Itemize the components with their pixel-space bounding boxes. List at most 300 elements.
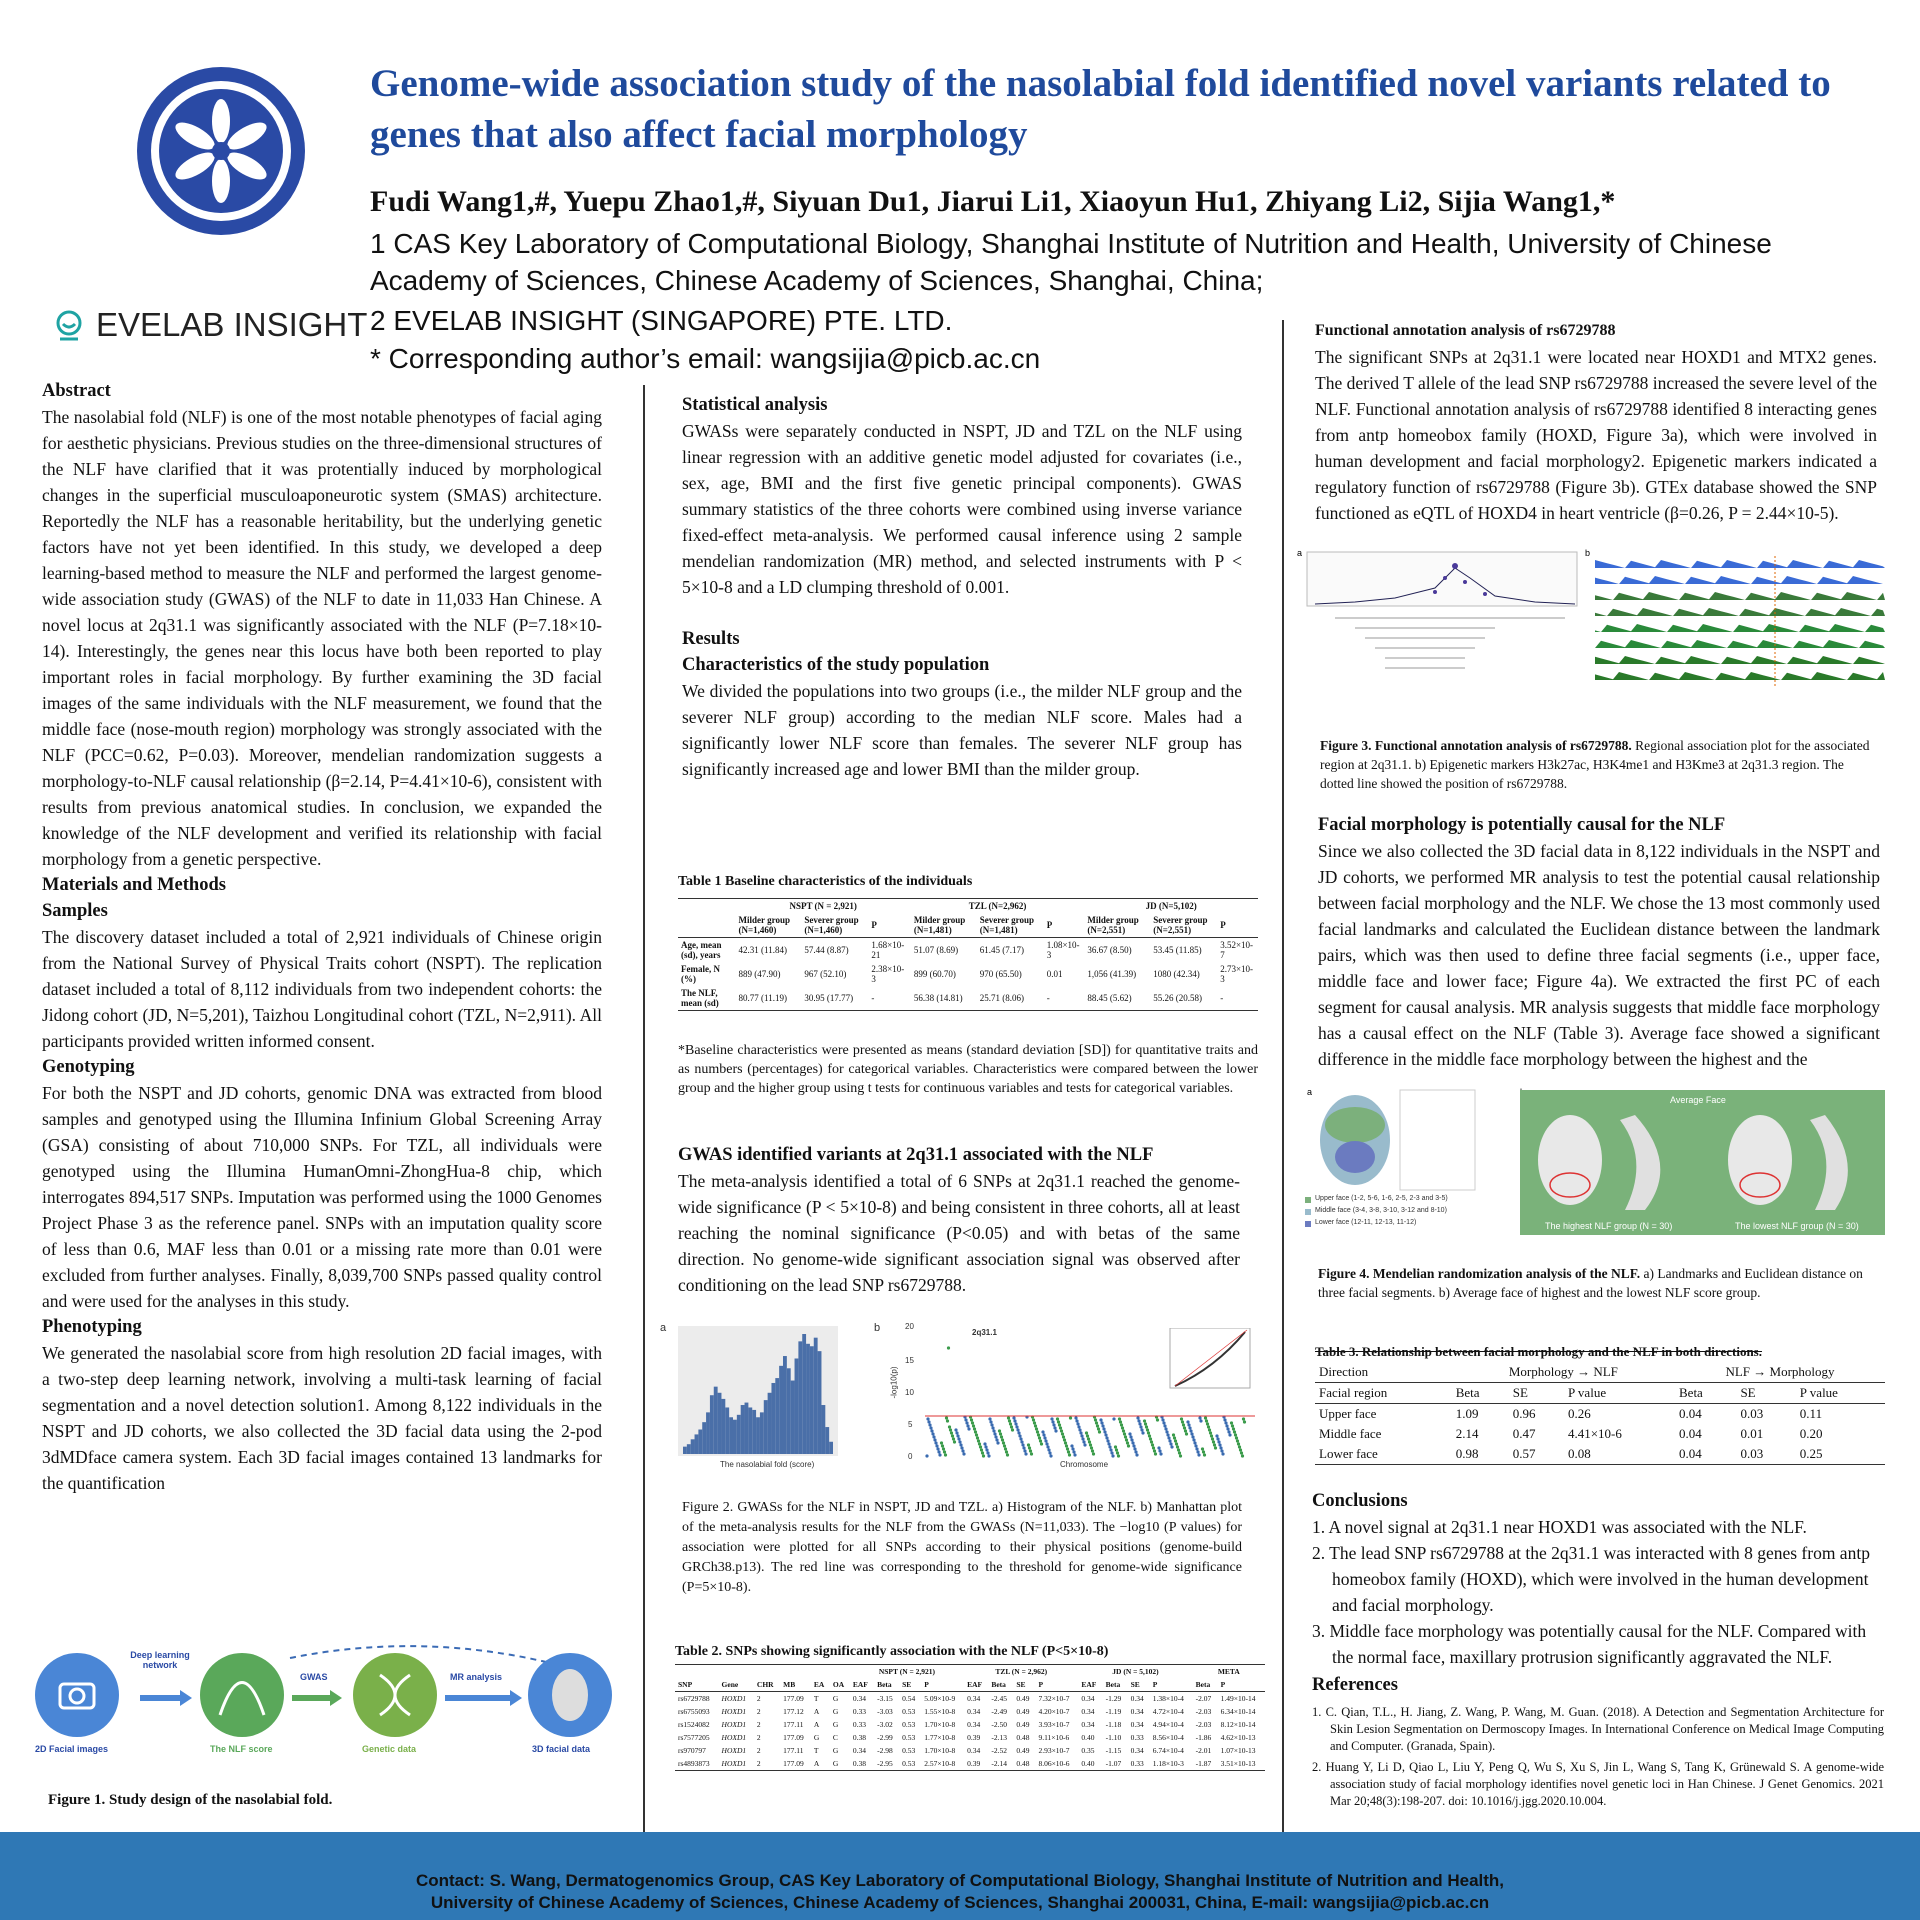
table-cell: 1.09 [1455,1406,1479,1421]
manhattan-point [1021,1443,1024,1446]
manhattan-point [954,1428,957,1431]
table-cell: 2 [756,1694,761,1703]
table-cell: -2.49 [991,1707,1007,1716]
manhattan-point [1035,1427,1038,1430]
manhattan-point [1001,1438,1004,1441]
table-cell: 2 [756,1720,761,1729]
t2-header: EA [813,1680,825,1689]
t3-header: SE [1512,1385,1528,1400]
manhattan-point [1215,1434,1218,1437]
hist-bar [775,1378,779,1454]
manhattan-point [933,1438,936,1441]
table-cell: 4.62×10-13 [1220,1733,1256,1742]
poster-title: Genome-wide association study of the nasolabial fold identified novel variants related to genes that also affect facial morphology [370,62,1831,156]
t1-subheader: Severer group (N=1,460) [804,915,859,935]
manhattan-point [1172,1433,1175,1436]
table-cell: 36.67 (8.50) [1087,945,1132,955]
table-cell: 0.34 [852,1694,866,1703]
table-cell: - [1220,993,1224,1003]
table-cell: -1.87 [1195,1759,1212,1768]
manhattan-point [982,1454,985,1457]
manhattan-point [1099,1418,1102,1421]
manhattan-point [1106,1439,1109,1442]
fig2-panel-b-label: b [874,1322,881,1334]
manhattan-point [1225,1424,1228,1427]
manhattan-point [1224,1421,1227,1424]
phenotyping-text: We generated the nasolabial score from high resolution 2D facial images, with a two-step deep learning network, involving a multi-task learning of facial segmentation and a novel detection solution1. Among 8,122 individuals in the NSPT and JD cohorts, we also collected the 3D facial data using the 2-pod 3dMDface camera system. Each 3D facial images contained 13 landmarks for the quantification [42,1343,602,1493]
t3-header: SE [1740,1385,1756,1400]
table-cell: 25.71 (8.06) [979,993,1024,1003]
manhattan-point [1047,1448,1050,1451]
fig4-high-label: The highest NLF group (N = 30) [1545,1221,1673,1231]
column-2-gwas [678,1142,1240,1298]
manhattan-point [1003,1444,1006,1447]
manhattan-point [995,1438,998,1441]
table-cell: 0.03 [1740,1446,1764,1461]
manhattan-point [936,1447,939,1450]
table-cell: -1.10 [1105,1733,1122,1742]
hist-bar [710,1395,714,1454]
t1-subheader: P [1220,920,1226,930]
fig2-ylabel-b: -log10(p) [889,1366,899,1399]
manhattan-point [1017,1431,1020,1434]
table-cell: 0.33 [1130,1733,1144,1742]
table-cell: 57.44 (8.87) [804,945,849,955]
epigenetic-track [1595,608,1885,616]
manhattan-point [1073,1453,1076,1456]
table-cell: 177.09 [783,1759,804,1768]
manhattan-point [984,1445,987,1448]
manhattan-point [1147,1431,1150,1434]
manhattan-point [1078,1428,1081,1431]
manhattan-point [1212,1440,1215,1443]
manhattan-point [1130,1438,1133,1441]
manhattan-point [1115,1448,1118,1451]
manhattan-point [1098,1430,1101,1433]
manhattan-point [950,1431,953,1434]
manhattan-point [1071,1447,1074,1450]
manhattan-point [1218,1443,1221,1446]
manhattan-point [1169,1442,1172,1445]
genotyping-text: For both the NSPT and JD cohorts, genomic DNA was extracted from blood samples and genotyped using the Illumina Infinium Global Screening Array (GSA) consisting of about 710,000 SNPs. For TZL, all individuals were genotyped using the Illumina HumanOmni-ZhongHua-8 chip, which interrogates 894,517 SNPs. Imputation was performed using the 1000 Genomes Project Phase 3 as the reference panel. SNPs with an imputation quality score of less than 0.6, MAF less than 0.01 or a missing rate more than 0.01 were excluded from further analyses. Finally, 8,039,700 SNPs passed quality control and were used for the analyses in this study. [42,1083,602,1311]
fig4-legend-lower: Lower face (12-11, 12-13, 11-12) [1315,1219,1417,1226]
manhattan-point [1056,1417,1059,1420]
footer-line-2: University of Chinese Academy of Sciences, Chinese Academy of Sciences, Shanghai 200031, China, E-mail: wangsijia@picb.ac.cn [430,1893,1490,1912]
manhattan-point [1066,1447,1069,1450]
table-cell: 42.31 (11.84) [738,945,787,955]
table-cell: 0.26 [1567,1406,1591,1421]
manhattan-point [1146,1428,1149,1431]
manhattan-point [1077,1425,1080,1428]
table-cell: -2.52 [991,1746,1007,1755]
manhattan-point [1067,1450,1070,1453]
t2-header: MB [783,1680,796,1689]
manhattan-point [1076,1422,1079,1425]
manhattan-point [1004,1447,1007,1450]
table-1-note: *Baseline characteristics were presented as means (standard deviation [SD]) for quantitative traits and as numbers (percentages) for categorical variables. Characteristics were compared between the lower group and the higher group using t tests for continuous variables and tests for categorical variables. [678,1043,1258,1096]
manhattan-point [1023,1449,1026,1452]
manhattan-point [946,1419,949,1422]
table-cell: 2 [756,1759,761,1768]
manhattan-point [1037,1433,1040,1436]
table-cell: 0.35 [1081,1746,1095,1755]
table-row [675,1692,1265,1706]
hist-bar [779,1366,783,1454]
manhattan-point [1103,1430,1106,1433]
manhattan-point [986,1451,989,1454]
t2-header: P [1152,1680,1158,1689]
table-cell: 1.55×10-8 [924,1707,956,1716]
table-cell: 0.03 [1740,1406,1764,1421]
table-cell: 5.09×10-9 [924,1694,956,1703]
manhattan-point [979,1445,982,1448]
hist-bar [745,1403,749,1454]
t1-subheader: Milder group (N=1,460) [738,915,790,935]
manhattan-point [1126,1441,1129,1444]
manhattan-point [975,1433,978,1436]
hist-bar [725,1407,729,1454]
manhattan-point [1108,1445,1111,1448]
table-cell: -1.19 [1105,1707,1122,1716]
figure-1 [30,1640,620,1760]
hist-bar [818,1351,822,1454]
hist-bar [802,1334,806,1454]
table-cell: 56.38 (14.81) [913,993,963,1003]
table-cell: The NLF, mean (sd) [681,988,719,1008]
hist-bar [714,1387,718,1454]
hist-bar [721,1399,725,1454]
table-cell: T [813,1694,819,1703]
table-cell: 1.68×10-21 [871,940,905,960]
manhattan-point [929,1426,932,1429]
table-cell: 0.54 [902,1694,916,1703]
t1-group: TZL (N=2,962) [968,901,1027,911]
table-cell: 889 (47.90) [738,969,781,979]
table-3-caption: Table 3. Relationship between facial morphology and the NLF in both directions. [1315,1344,1762,1359]
t3-direction-1: Morphology → NLF [1508,1364,1618,1379]
manhattan-point [1111,1454,1114,1457]
table-row [675,1744,1265,1757]
table-3-grid [1315,1362,1885,1465]
manhattan-point [1201,1447,1204,1450]
table-cell: 4.41×10-6 [1567,1426,1622,1441]
manhattan-point [1005,1450,1008,1453]
fig1-label-2: The NLF score [210,1744,273,1754]
svg-text:a: a [1307,1087,1313,1097]
stat-text: GWASs were separately conducted in NSPT, JD and TZL on the NLF using linear regression with an additive genetic model adjusted for covariates (i.e., sex, age, BMI and the first five genetic principal components). GWAS summary statistics of the three cohorts were combined using inverse variance fixed-effect meta-analysis. We performed causal inference using 2 sample mendelian randomization (MR) method, and selected instruments with P < 5×10-8 and a LD clumping threshold of 0.001. [682,421,1242,597]
manhattan-point [1042,1433,1045,1436]
table-cell: -2.45 [991,1694,1007,1703]
manhattan-point [1227,1430,1230,1433]
column-3-facial [1318,812,1880,1072]
manhattan-point [1136,1416,1139,1419]
manhattan-point [1242,1417,1245,1420]
table-cell: 0.34 [1081,1707,1095,1716]
table-cell: 1.49×10-14 [1220,1694,1256,1703]
manhattan-point [1153,1449,1156,1452]
samples-heading: Samples [42,901,108,921]
table-cell: -3.02 [877,1720,893,1729]
manhattan-point [962,1452,965,1455]
genotyping-heading: Genotyping [42,1057,135,1077]
table-cell: 1.07×10-13 [1220,1746,1256,1755]
table-cell: 0.33 [852,1707,866,1716]
t1-subheader: Severer group (N=2,551) [1153,915,1208,935]
manhattan-point [1065,1444,1068,1447]
manhattan-point [1030,1452,1033,1455]
manhattan-point [1052,1423,1055,1426]
manhattan-point [1119,1420,1122,1423]
t1-subheader: Severer group (N=1,481) [979,915,1034,935]
table-cell: 61.45 (7.17) [979,945,1024,955]
func-text: The significant SNPs at 2q31.1 were located near HOXD1 and MTX2 genes. The derived T allele of the lead SNP rs6729788 increased the severe level of the NLF. Functional annotation analysis of rs6729788 identified 8 interacting genes from antp homeobox family (HOXD, Figure 3a), which were involved in human development and facial morphology2. Epigenetic markers indicated a regulatory function of rs6729788 (Figure 3b). GTEx database showed the SNP functioned as eQTL of HOXD4 in heart ventricle (β=0.26, P = 2.44×10-5). [1315,347,1877,523]
table-cell: 0.53 [902,1720,916,1729]
hist-bar [825,1427,829,1454]
facial-text: Since we also collected the 3D facial data in 8,122 individuals in the NSPT and JD cohorts, we performed MR analysis to test the potential causal relationship between facial morphology and the NLF. We chose the 13 most commonly used facial landmarks and calculated the Euclidean distance between the landmark pairs, which was then used to define three facial segments (i.e., upper face, middle face and lower face; Figure 4a). We extracted the first PC of each segment for causal analysis. MR analysis suggests that middle face morphology has a causal effect on the NLF (Table 3). Average face showed a significant difference in the middle face morphology between the highest and the [1318,841,1880,1069]
table-cell: 8.56×10-4 [1152,1733,1184,1742]
fig2-peak-label: 2q31.1 [972,1328,997,1337]
hist-bar [706,1412,710,1454]
table-cell: 177.11 [783,1746,804,1755]
table-cell: - [871,993,875,1003]
t2-header: P [924,1680,929,1689]
manhattan-point [1150,1440,1153,1443]
manhattan-point [1069,1416,1072,1419]
manhattan-point [1154,1452,1157,1455]
manhattan-point [938,1453,941,1456]
methods-heading: Materials and Methods [42,875,226,895]
t1-group: JD (N=5,102) [1145,901,1197,911]
epigenetic-track [1595,592,1885,600]
manhattan-point [1054,1429,1057,1432]
manhattan-point [992,1429,995,1432]
fig2-manhattan [885,1328,1255,1468]
table-cell: 3.51×10-13 [1220,1759,1256,1768]
t2-header: Beta [991,1680,1006,1689]
manhattan-point [960,1446,963,1449]
table-cell: 0.08 [1567,1446,1591,1461]
manhattan-point [1032,1418,1035,1421]
conclusions [1312,1488,1884,1814]
manhattan-point [949,1428,952,1431]
manhattan-point [1050,1417,1053,1420]
manhattan-point [1131,1441,1134,1444]
manhattan-point [1134,1450,1137,1453]
manhattan-point [1228,1433,1231,1436]
manhattan-point [1075,1419,1078,1422]
manhattan-point [1233,1430,1236,1433]
gwas-text: The meta-analysis identified a total of 6 SNPs at 2q31.1 reached the genome-wide significance (P < 5×10-8) and being consistent in three cohorts, all at least reaching the nominal significance (P<0.05) and with betas of the same direction. No genome-wide significant association signal was observed after conditioning on the lead SNP rs6729788. [678,1171,1240,1295]
table-row [675,1718,1265,1731]
manhattan-point [1151,1443,1154,1446]
fig2-xlabel-a: The nasolabial fold (score) [720,1460,815,1469]
table-cell: 0.53 [902,1759,916,1768]
manhattan-point [1127,1444,1130,1447]
fig1-arrow-2: GWAS [300,1672,328,1682]
table-cell: 6.34×10-14 [1220,1707,1256,1716]
svg-text:b: b [1585,548,1591,558]
manhattan-point [945,1416,948,1419]
manhattan-point [1109,1448,1112,1451]
table-cell: rs6755093 [678,1707,710,1716]
table-cell: 2.57×10-8 [924,1759,956,1768]
hist-bar [768,1393,772,1454]
column-3-top [1315,318,1877,526]
fig2-xlabel-b: Chromosome [1060,1460,1109,1469]
manhattan-point [1104,1433,1107,1436]
manhattan-point [1087,1437,1090,1440]
table-cell: 55.26 (20.58) [1153,993,1202,1003]
manhattan-point [988,1417,991,1420]
manhattan-point [1180,1417,1183,1420]
t2-header: P [1038,1680,1044,1689]
manhattan-point [1129,1435,1132,1438]
table-cell: -3.03 [877,1707,893,1716]
manhattan-point [1241,1454,1244,1457]
manhattan-point [1068,1453,1071,1456]
manhattan-point [1148,1434,1151,1437]
manhattan-point [1133,1447,1136,1450]
figure-4 [1305,1085,1885,1235]
column-2-top [682,392,1242,782]
table-cell: 88.45 (5.62) [1087,993,1132,1003]
manhattan-point [1083,1443,1086,1446]
table-cell: 0.49 [1016,1707,1030,1716]
affiliation-2: 2 EVELAB INSIGHT (SINGAPORE) PTE. LTD. [370,305,953,336]
manhattan-point [974,1430,977,1433]
epigenetic-track [1595,624,1885,632]
manhattan-point [976,1436,979,1439]
manhattan-point [1205,1419,1208,1422]
t2-header: P [1220,1680,1226,1689]
t2-header: OA [832,1680,845,1689]
table-2-caption: Table 2. SNPs showing significantly association with the NLF (P<5×10-8) [675,1644,1109,1659]
table-cell: G [813,1733,820,1742]
table-cell: 1.08×10-3 [1046,940,1080,960]
manhattan-point [985,1448,988,1451]
manhattan-point [1162,1421,1165,1424]
manhattan-point [1044,1439,1047,1442]
hist-bar [737,1415,741,1454]
manhattan-point [1158,1449,1161,1452]
manhattan-point [1177,1448,1180,1451]
table-cell: -2.98 [877,1746,893,1755]
manhattan-point [1105,1436,1108,1439]
manhattan-point [1039,1439,1042,1442]
manhattan-point [1132,1444,1135,1447]
fig4-legend-middle: Middle face (3-4, 3-8, 3-10, 3-12 and 8-10) [1315,1207,1447,1214]
manhattan-point [1080,1434,1083,1437]
manhattan-point [931,1432,934,1435]
table-cell: 4.72×10-4 [1152,1707,1184,1716]
fig2-panel-a-label: a [660,1322,667,1334]
manhattan-point [1193,1441,1196,1444]
table-cell: - [1046,993,1050,1003]
table-cell: 970 (65.50) [979,969,1022,979]
table-cell: -2.95 [877,1759,893,1768]
hist-bar [698,1430,702,1454]
table-cell: HOXD1 [721,1733,747,1742]
manhattan-point [994,1435,997,1438]
divider-2 [1282,320,1284,1915]
manhattan-point [1112,1417,1115,1420]
manhattan-point [1188,1426,1191,1429]
manhattan-point [1239,1448,1242,1451]
manhattan-point [1137,1419,1140,1422]
table-cell: A [813,1707,820,1716]
table-row [678,938,1258,963]
conclusion-item: 2. The lead SNP rs6729788 at the 2q31.1 was interacted with 8 genes from antp homeobox family (HOXD), which were involved in the human development and facial morphology. [1312,1543,1870,1615]
table-cell: 2 [756,1733,761,1742]
manhattan-point [1006,1453,1009,1456]
table-cell: 9.11×10-6 [1038,1733,1070,1742]
table-cell: 0.34 [967,1746,981,1755]
manhattan-point [1010,1425,1013,1428]
table-cell: 0.40 [1081,1733,1095,1742]
manhattan-point [991,1426,994,1429]
manhattan-point [1161,1418,1164,1421]
table-cell: 0.33 [1130,1759,1144,1768]
table-cell: 0.34 [1130,1746,1144,1755]
manhattan-point [1072,1450,1075,1453]
manhattan-point [925,1454,928,1457]
manhattan-point [1192,1438,1195,1441]
t3-direction: Direction [1319,1364,1369,1379]
manhattan-point [1219,1446,1222,1449]
manhattan-point [1216,1437,1219,1440]
fig3-plots [1295,548,1885,698]
table-cell: 0.38 [852,1733,866,1742]
table-row [675,1757,1265,1771]
manhattan-point [1008,1419,1011,1422]
table-cell: 1.18×10-3 [1152,1759,1184,1768]
manhattan-point [947,1346,950,1349]
table-cell: -1.18 [1105,1720,1122,1729]
t2-group: NSPT (N = 2,921) [878,1667,936,1676]
hist-bar [733,1420,737,1454]
table-cell: 30.95 (17.77) [804,993,854,1003]
epigenetic-track [1595,656,1885,664]
manhattan-point [1091,1449,1094,1452]
manhattan-point [951,1434,954,1437]
manhattan-point [1114,1445,1117,1448]
hist-bar [771,1383,775,1454]
table-cell: 80.77 (11.19) [738,993,787,1003]
table-cell: 1.70×10-8 [924,1720,956,1729]
manhattan-point [1061,1432,1064,1435]
manhattan-point [1175,1442,1178,1445]
manhattan-point [998,1429,1001,1432]
manhattan-point [1024,1452,1027,1455]
manhattan-point [941,1444,944,1447]
table-cell: -1.15 [1105,1746,1122,1755]
table-cell: G [832,1746,839,1755]
manhattan-point [1204,1416,1207,1419]
table-cell: -1.29 [1105,1694,1122,1703]
manhattan-point [993,1432,996,1435]
table-2 [675,1642,1265,1771]
hist-bar [760,1412,764,1454]
manhattan-point [1013,1419,1016,1422]
table-cell: Middle face [1319,1426,1382,1441]
manhattan-point [956,1434,959,1437]
fig4-caption-text: a) Landmarks and Euclidean distance on three facial segments. b) Average face of highest and the lowest NLF score group. [1318,1266,1863,1300]
table-cell: C [832,1733,838,1742]
t1-subheader: Milder group (N=1,481) [913,915,966,935]
manhattan-point [1128,1432,1131,1435]
epigenetic-track [1595,576,1885,584]
manhattan-point [1135,1453,1138,1456]
